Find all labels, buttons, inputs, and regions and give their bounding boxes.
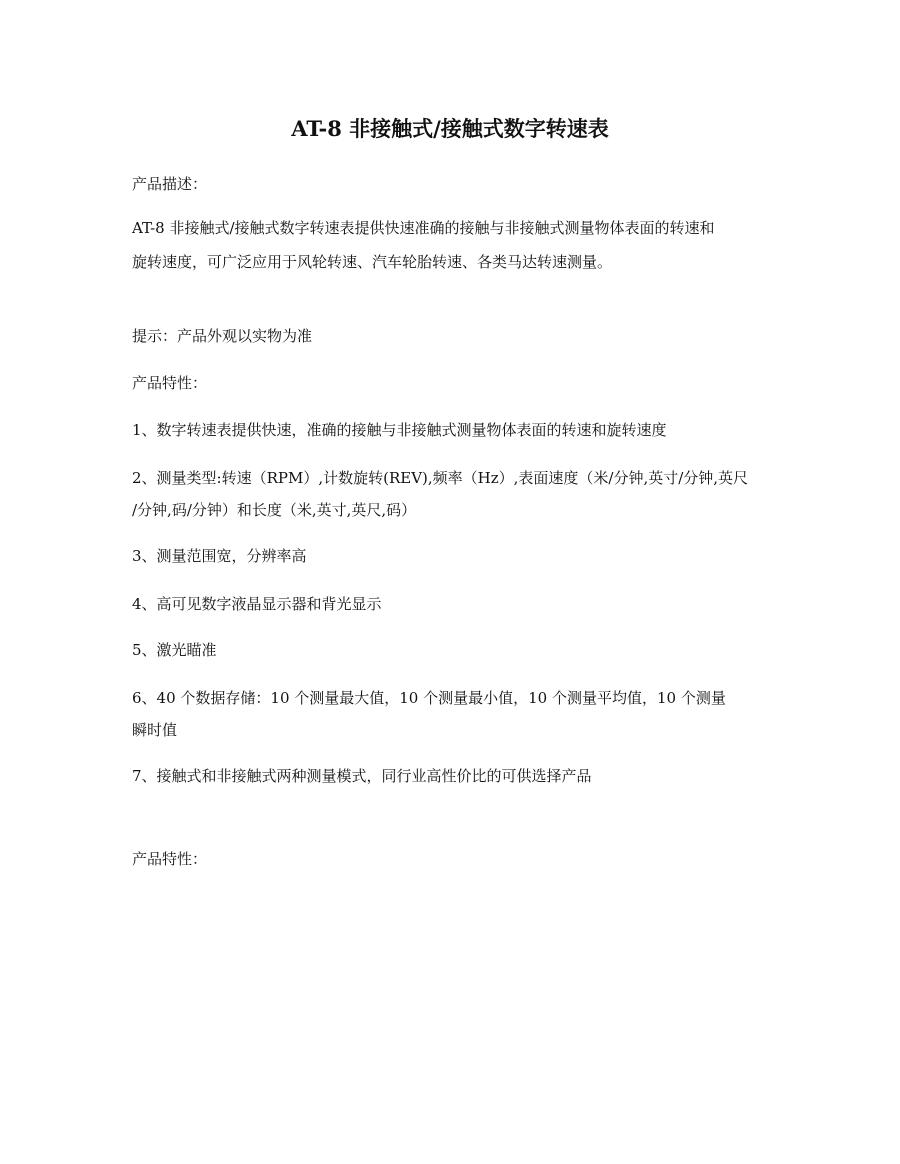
feature-item-4: 4、高可见数字液晶显示器和背光显示 xyxy=(132,595,382,613)
description-line-1: AT-8 非接触式/接触式数字转速表提供快速准确的接触与非接触式测量物体表面的转速和 xyxy=(132,219,715,237)
feature-item-3: 3、测量范围宽，分辨率高 xyxy=(132,547,307,565)
features-heading: 产品特性： xyxy=(132,374,208,392)
feature-item-7: 7、接触式和非接触式两种测量模式，同行业高性价比的可供选择产品 xyxy=(132,767,592,785)
feature-item-2-line-1: 2、测量类型:转速（RPM）,计数旋转(REV),频率（Hz）,表面速度（米/分钟,英寸/分钟,英尺 xyxy=(132,469,749,487)
features-heading-2: 产品特性： xyxy=(132,850,208,868)
feature-item-6-line-2: 瞬时值 xyxy=(132,721,178,739)
description-line-2: 旋转速度，可广泛应用于风轮转速、汽车轮胎转速、各类马达转速测量。 xyxy=(132,253,613,271)
feature-item-5: 5、激光瞄准 xyxy=(132,641,217,659)
notice-text: 提示：产品外观以实物为准 xyxy=(132,327,313,345)
feature-item-1: 1、数字转速表提供快速，准确的接触与非接触式测量物体表面的转速和旋转速度 xyxy=(132,421,667,439)
document-title: AT-8 非接触式/接触式数字转速表 xyxy=(291,116,609,141)
feature-item-2-line-2: /分钟,码/分钟）和长度（米,英寸,英尺,码） xyxy=(132,501,417,519)
feature-item-6-line-1: 6、40 个数据存储：10 个测量最大值，10 个测量最小值，10 个测量平均值，10 个测量 xyxy=(132,689,726,707)
description-heading: 产品描述： xyxy=(132,175,208,193)
